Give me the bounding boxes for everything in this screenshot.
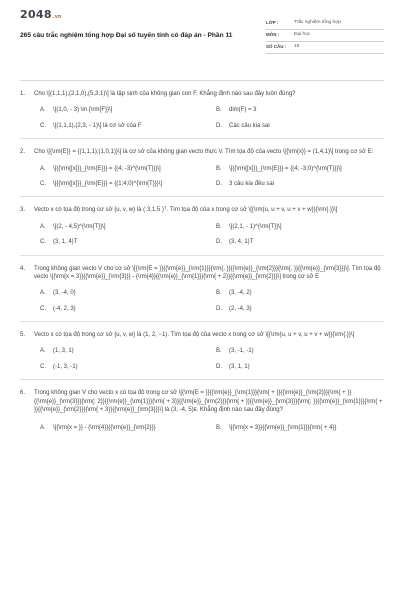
option-letter: D. xyxy=(216,180,222,187)
question-text: Trong không gian V cho vecto x có tọa độ trong cơ sở \[{\rm{E = }}{{\rm{e}}_{\rm{1}}}{\rm{ + }}{{\rm{e}}_{\rm{2}}}{\rm{ + }}{{\rm{e}}_{\rm{3}}}{\rm{; 2}}{{\rm{e}}_{\rm{1}}}{\rm{ + 3}}{{\rm{e}}_{\rm{2}}}{\rm{ + }}{{\rm{e}}_{\rm{3}}}{\rm{; }}{{\rm{e}}_{\rm{1}}}{\rm{ + }}{{\rm{e}}_{\rm{2}}}{\rm{ + 3}}{{\rm{e}}_{\rm{3}}}\] là (3, -4, 5)ᴇ. Khẳng định nào sau đây đúng? xyxy=(34,390,383,414)
question-number: 6. xyxy=(20,390,26,397)
option-text: \[(2, - 4,5)^{\rm{T}}\] xyxy=(53,223,106,230)
question-text: Vecto x có tọa độ trong cơ sở {u, v, w} là ( 3,1,5 )ᵀ. Tìm tọa độ của x trong cơ sở \[{\rm{u, u + v, u + v + w}}{\rm{.}}\] xyxy=(34,207,338,214)
site-logo[interactable] xyxy=(20,8,240,28)
option-letter: A. xyxy=(40,165,46,172)
answer-option-b[interactable] xyxy=(216,106,384,114)
option-letter: B. xyxy=(216,165,222,172)
answer-option-d[interactable] xyxy=(216,305,384,313)
option-text: \[{\rm{x = }} - {\rm{4}}{{\rm{e}}_{\rm{2}}} xyxy=(53,425,156,432)
answer-option-a[interactable] xyxy=(40,289,208,297)
answer-option-d[interactable] xyxy=(216,180,384,188)
option-text: \[(1,0, - 3) \in {\rm{F}}\] xyxy=(53,107,113,114)
answer-option-c[interactable] xyxy=(40,363,208,371)
option-letter: D. xyxy=(216,305,222,312)
answer-option-d[interactable] xyxy=(216,122,384,130)
info-label: MÔN : xyxy=(266,32,280,38)
option-letter: C. xyxy=(40,122,46,129)
info-label: SỐ CÂU : xyxy=(266,44,287,50)
info-label: LỚP : xyxy=(266,20,279,26)
option-text: (3, -4, 2) xyxy=(229,290,252,297)
option-text: (-1, 3, -1) xyxy=(53,363,78,370)
option-text: 3 câu kia đều sai xyxy=(229,180,275,187)
answer-option-d[interactable] xyxy=(216,238,384,246)
question-text: Trong không gian vecto V cho cơ sở \[{\rm{E = }}{{\rm{e}}_{\rm{1}}}{\rm{, }}{{\rm{e}}_{\rm{2}}}{\rm{, }}{{\rm{e}}_{\rm{3}}}\]. Tìm tọa độ vecto \[{\rm{x = 3}}{{\rm{e}}_{\rm{3}}} - {\rm{4}}{{\rm{e}}_{\rm{1}}}{\rm{ + 2}}{{\rm{e}}_{\rm{2}}}\] trong cơ sở E xyxy=(34,265,381,280)
logo-domain: .vn xyxy=(52,14,62,20)
answer-option-b[interactable] xyxy=(216,165,384,173)
option-letter: D. xyxy=(216,122,222,129)
option-text: \[{{\rm{[x]}}_{\rm{E}}} = {(4; -3)^{\rm{T}}}\] xyxy=(53,165,161,172)
answer-option-a[interactable] xyxy=(40,106,208,114)
question-stem xyxy=(20,265,384,282)
info-row-class xyxy=(266,18,384,30)
answer-option-b[interactable] xyxy=(216,289,384,297)
question-stem xyxy=(20,206,384,214)
option-text: (1, 3, 1) xyxy=(53,348,74,355)
option-letter: B. xyxy=(216,348,222,355)
question-stem xyxy=(20,389,384,414)
info-value: 15 xyxy=(294,44,300,50)
option-letter: C. xyxy=(40,239,46,246)
option-text: \[{\rm{x = 3}}{{\rm{e}}_{\rm{1}}}{\rm{ + 4}} xyxy=(229,425,337,432)
answer-option-c[interactable] xyxy=(40,305,208,313)
answer-option-b[interactable] xyxy=(216,223,384,231)
option-letter: A. xyxy=(40,290,46,297)
answer-option-c[interactable] xyxy=(40,122,208,130)
question-stem xyxy=(20,331,384,339)
answer-option-a[interactable] xyxy=(40,424,208,432)
option-text: (3, 1, 4)T xyxy=(53,239,78,246)
option-text: \[{{\rm{[x]}}_{\rm{E}}} = {(1;4;0)^{\rm{T}}}\] xyxy=(53,180,163,187)
option-letter: D. xyxy=(216,363,222,370)
answer-option-c[interactable] xyxy=(40,238,208,246)
question-number: 3. xyxy=(20,207,26,214)
option-letter: A. xyxy=(40,223,46,230)
info-box xyxy=(266,18,384,66)
question-number: 2. xyxy=(20,149,26,156)
question-number: 4. xyxy=(20,265,26,272)
header-left xyxy=(20,8,240,66)
question-2 xyxy=(20,139,384,197)
option-text: (2, -4, 3) xyxy=(229,305,252,312)
option-text: (-4, 2, 3) xyxy=(53,305,76,312)
question-text: Cho \[{\rm{E}} = {(1,1,1);(1,0,1)}\] là cơ sở của không gian vecto thực V. Tìm tọa độ của vecto \[{\rm{x}} = (1,4,1)\] trong cơ sở E: xyxy=(34,149,374,156)
option-text: (3, -1, -1) xyxy=(229,348,254,355)
answer-options xyxy=(20,223,384,247)
question-4 xyxy=(20,256,384,323)
option-text: Các câu kia sai xyxy=(229,122,270,129)
answer-options xyxy=(20,424,384,432)
option-text: \[{{\rm{[x]}}_{\rm{E}}} = {(4; -3;0)^{\rm{T}}}\] xyxy=(229,165,342,172)
info-value: Trắc nghiệm tổng hợp xyxy=(294,20,341,26)
option-text: (3, -4, 0) xyxy=(53,290,76,297)
info-row-subject xyxy=(266,30,384,42)
question-5 xyxy=(20,322,384,380)
option-text: (3, 1, 1) xyxy=(229,363,250,370)
answer-option-b[interactable] xyxy=(216,347,384,355)
option-letter: A. xyxy=(40,348,46,355)
answer-options xyxy=(20,165,384,189)
answer-options xyxy=(20,106,384,130)
info-value: Đại học xyxy=(294,32,311,38)
logo-text: 2048 xyxy=(20,8,52,21)
question-stem xyxy=(20,148,384,156)
document-title: 265 câu trắc nghiệm tổng hợp Đại số tuyến tính có đáp án - Phần 11 xyxy=(20,32,233,39)
answer-option-a[interactable] xyxy=(40,223,208,231)
option-text: (3, 4, 1)T xyxy=(229,239,254,246)
answer-option-c[interactable] xyxy=(40,180,208,188)
option-text: \[(2,1, - 1)^{\rm{T}}\] xyxy=(229,223,282,230)
answer-options xyxy=(20,289,384,313)
answer-option-b[interactable] xyxy=(216,424,384,432)
option-letter: D. xyxy=(216,239,222,246)
option-letter: C. xyxy=(40,363,46,370)
option-letter: C. xyxy=(40,305,46,312)
answer-options xyxy=(20,347,384,371)
question-stem xyxy=(20,90,384,98)
answer-option-d[interactable] xyxy=(216,363,384,371)
option-letter: B. xyxy=(216,107,222,114)
document-header xyxy=(20,8,384,66)
option-text: \[(1,1,1),(2,3, - 1)\] là cơ sở của F xyxy=(53,122,142,129)
answer-option-a[interactable] xyxy=(40,165,208,173)
answer-option-a[interactable] xyxy=(40,347,208,355)
question-number: 1. xyxy=(20,91,26,97)
option-letter: B. xyxy=(216,425,222,432)
option-letter: B. xyxy=(216,290,222,297)
option-letter: A. xyxy=(40,425,46,432)
question-6 xyxy=(20,380,384,441)
info-row-count xyxy=(266,42,384,54)
option-letter: C. xyxy=(40,180,46,187)
question-text: Vecto x có tọa độ trong cơ sở {u, v, w} là (1, 2, −1). Tìm tọa độ của vecto x trong cơ sở \[{\rm{u, u + v, u + v + w}}{\rm{.}}\] xyxy=(34,332,355,339)
option-letter: B. xyxy=(216,223,222,230)
option-letter: A. xyxy=(40,107,46,114)
question-1 xyxy=(20,81,384,139)
question-number: 5. xyxy=(20,332,26,339)
question-text: Cho \[(1,1,1),(2,1,0),(5,3,1)\] là tập sinh của không gian con F. Khẳng định nào sau đây luôn đúng? xyxy=(34,91,296,97)
question-3 xyxy=(20,197,384,255)
option-text: dim(F) = 3 xyxy=(229,107,257,114)
